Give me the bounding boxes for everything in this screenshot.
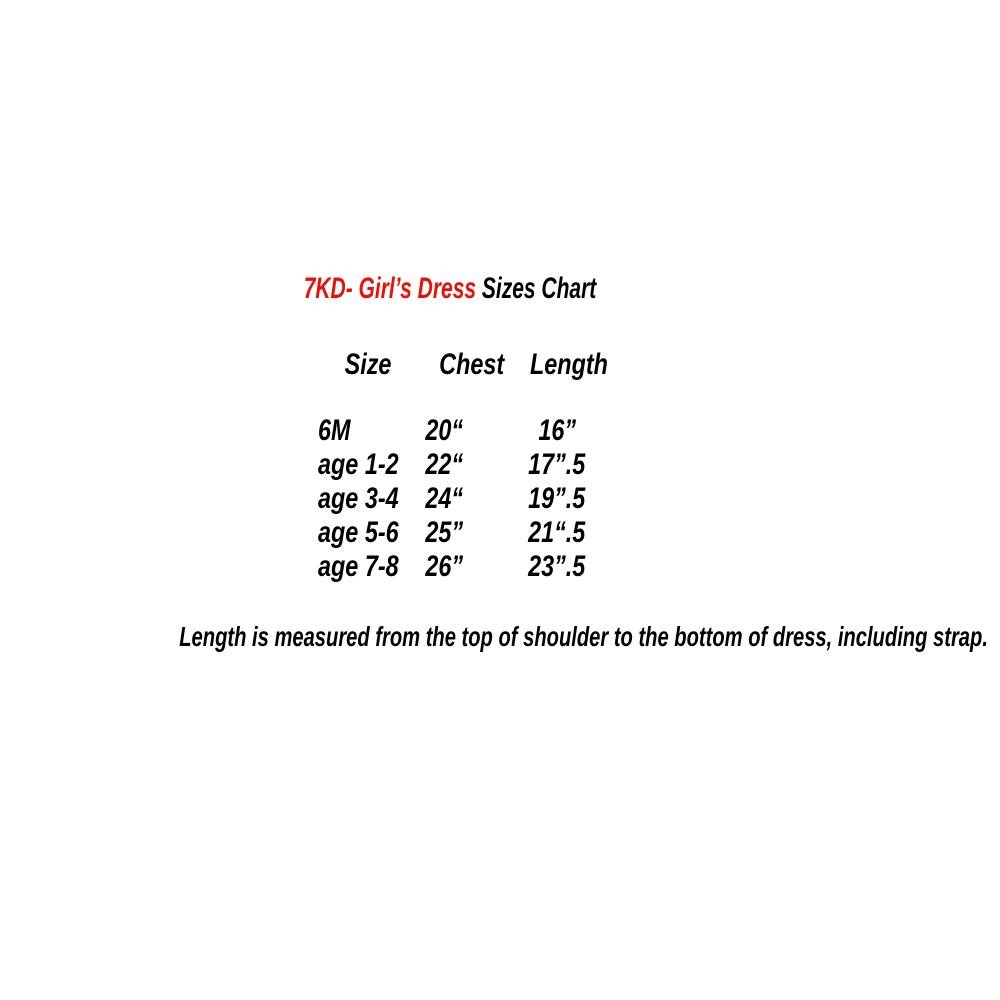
- page-title: [0, 272, 900, 306]
- cell-length: 23”.5: [528, 550, 586, 583]
- measurement-note-text: Length is measured from the top of shoulder to the bottom of dress, including strap.: [179, 621, 988, 652]
- cell-size: age 7-8: [318, 550, 399, 583]
- cell-size: age 5-6: [318, 516, 399, 549]
- page-title-text: [304, 272, 597, 306]
- cell-length: 21“.5: [528, 516, 586, 549]
- title-product-code: 7KD- Girl’s Dress: [303, 272, 477, 305]
- column-header-chest: Chest: [439, 348, 505, 381]
- table-row: [318, 482, 676, 516]
- header-gap: [318, 382, 676, 414]
- cell-chest: 26”: [425, 550, 463, 583]
- cell-chest: 22“: [425, 448, 463, 481]
- cell-length: 16”: [538, 414, 576, 447]
- table-header-row: [318, 348, 676, 382]
- table-row: [318, 516, 676, 550]
- cell-size: age 3-4: [318, 482, 399, 515]
- table-row: [318, 448, 676, 482]
- cell-chest: 20“: [425, 414, 463, 447]
- cell-chest: 24“: [425, 482, 463, 515]
- column-header-length: Length: [529, 348, 608, 381]
- measurement-note: [22, 620, 1000, 654]
- cell-size: age 1-2: [318, 448, 399, 481]
- cell-length: 17”.5: [528, 448, 586, 481]
- column-header-size: Size: [344, 348, 392, 381]
- size-chart-table: [318, 348, 676, 584]
- cell-length: 19”.5: [528, 482, 586, 515]
- cell-size: 6M: [318, 414, 351, 447]
- table-row: [318, 550, 676, 584]
- table-row: [318, 414, 676, 448]
- title-suffix: Sizes Chart: [481, 272, 597, 305]
- cell-chest: 25”: [425, 516, 463, 549]
